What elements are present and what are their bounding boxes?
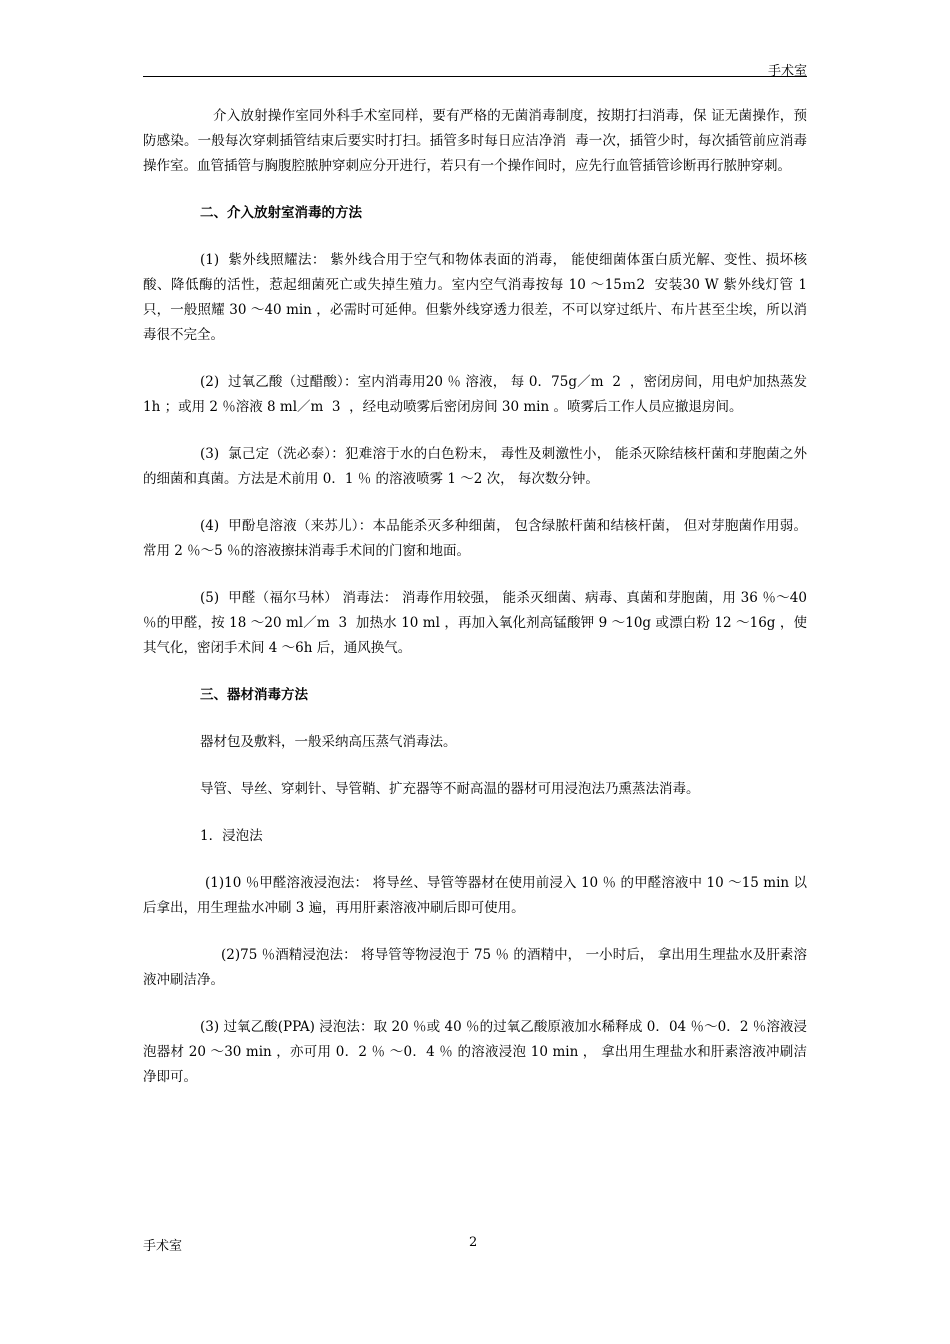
method-5-paragraph: (5) 甲醛（福尔马林） 消毒法： 消毒作用较强， 能杀灭细菌、病毒、真菌和芽胞菌，用 36 ％～40 ％的甲醛，按 18 ～20 ml／m 3 加热水 10 ml ，再加入氧化剂高锰酸钾 9 ～10g 或漂白粉 12 ～16g ，使其气化，密闭手术间 4 ～6h 后，通风换气。 [143, 590, 812, 656]
page-number: 2 [469, 1235, 478, 1250]
equipment-paragraph-2: 导管、导丝、穿刺针、导管鞘、扩充器等不耐高温的器材可用浸泡法乃熏蒸法消毒。 [200, 781, 700, 797]
equipment-paragraph-1: 器材包及敷料，一般采纳高压蒸气消毒法。 [200, 734, 457, 750]
method-3-paragraph: (3) 氯己定（洗必泰）：犯难溶于水的白色粉末， 毒性及刺激性小， 能杀灭除结核杆菌和芽胞菌之外的细菌和真菌。方法是术前用 0．1 ％ 的溶液喷雾 1 ～2 次， 每次数分钟。 [143, 446, 807, 487]
method-4-paragraph: (4) 甲酚皂溶液（来苏儿）：本品能杀灭多种细菌， 包含绿脓杆菌和结核杆菌， 但对芽胞菌作用弱。常用 2 ％～5 ％的溶液擦抹消毒手术间的门窗和地面。 [143, 518, 807, 559]
header-rule [143, 76, 807, 77]
soak-method-3-paragraph: (3) 过氧乙酸(PPA) 浸泡法：取 20 ％或 40 ％的过氧乙酸原液加水稀释成 0．04 ％～0．2 ％溶液浸泡器材 20 ～30 min ，亦可用 0．2 ％ ～0．4 ％ 的溶液浸泡 10 min ， 拿出用生理盐水和肝素溶液冲刷洁净即可。 [143, 1019, 807, 1085]
footer-title: 手术室 [143, 1239, 183, 1254]
subsection-heading-soaking: 1．浸泡法 [200, 828, 263, 844]
document-body [143, 104, 812, 1112]
method-1-paragraph: (1) 紫外线照耀法： 紫外线合用于空气和物体表面的消毒， 能使细菌体蛋白质光解、变性、损坏核酸、降低酶的活性，惹起细菌死亡或失掉生殖力。室内空气消毒按每 10 ～15ｍ2 安装30 W 紫外线灯管 1 只，一般照耀 30 ～40 min ，必需时可延伸。但紫外线穿透力很差，不可以穿过纸片、布片甚至尘埃，所以消毒很不完全。 [143, 252, 812, 343]
intro-paragraph: 介入放射操作室同外科手术室同样，要有严格的无菌消毒制度，按期打扫消毒，保 证无菌操作，预防感染。一般每次穿刺插管结束后要实时打扫。插管多时每日应洁净消 毒一次，插管少时，每次插管前应消毒操作室。血管插管与胸腹腔脓肿穿刺应分开进行，若只有一个操作间时，应先行血管插管诊断再行脓肿穿刺。 [143, 108, 807, 174]
section-heading-2: 二、介入放射室消毒的方法 [200, 205, 362, 221]
section-heading-3: 三、器材消毒方法 [200, 687, 308, 703]
soak-method-2-paragraph: (2)75 ％酒精浸泡法： 将导管等物浸泡于 75 ％ 的酒精中， 一小时后， 拿出用生理盐水及肝素溶液冲刷洁净。 [143, 947, 807, 988]
method-2-paragraph: (2) 过氧乙酸（过醋酸）：室内消毒用20 ％ 溶液， 每 0．75g／m 2 ，密闭房间，用电炉加热蒸发 1h ；或用 2 ％溶液 8 ml／m 3 ，经电动喷雾后密闭房间 30 min 。喷雾后工作人员应撤退房间。 [143, 374, 812, 415]
soak-method-1-paragraph: (1)10 ％甲醛溶液浸泡法： 将导丝、导管等器材在使用前浸入 10 ％ 的甲醛溶液中 10 ～15 min 以后拿出，用生理盐水冲刷 3 遍，再用肝素溶液冲刷后即可使用。 [143, 875, 807, 916]
page-header-title: 手术室 [767, 64, 807, 79]
